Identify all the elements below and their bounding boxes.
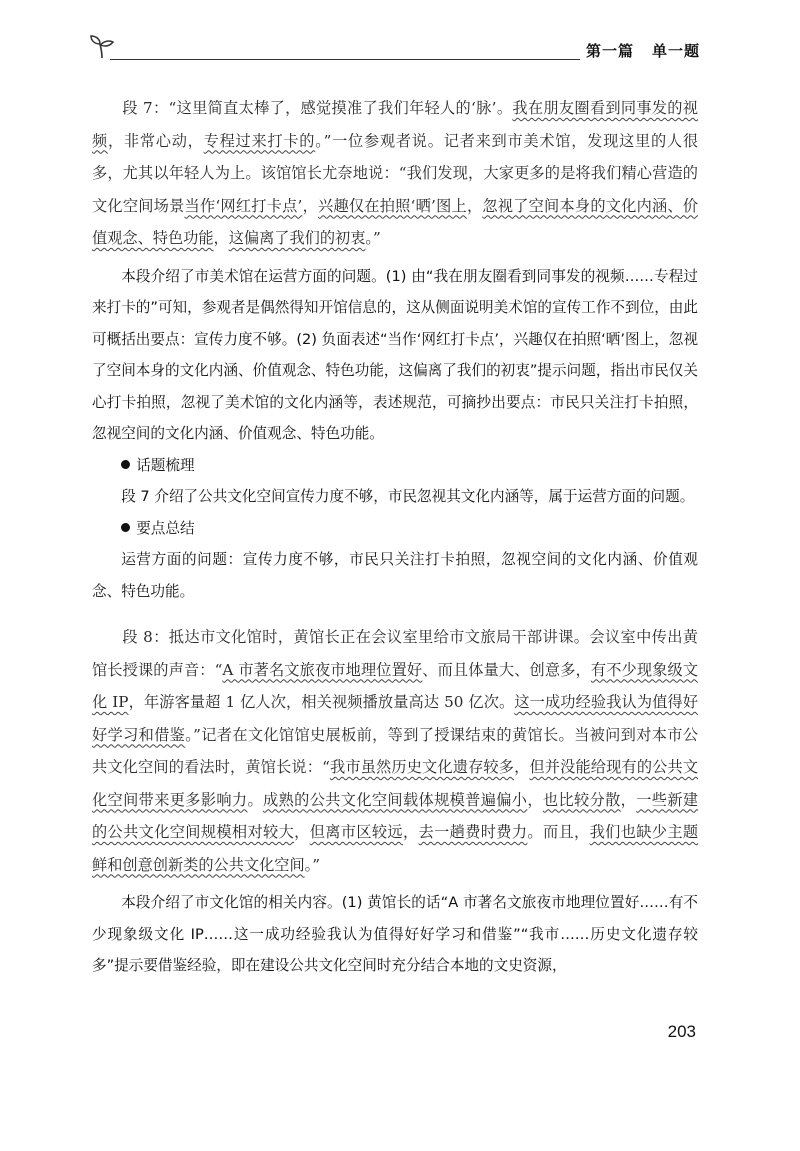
p8-text-12: 。” [304,855,320,874]
p7-text-7: 。” [365,229,381,247]
running-header [88,28,700,68]
p8-text-5: ， [514,758,530,776]
p8-text-8: ， [620,790,637,809]
bullet-icon [121,523,130,532]
p8-text-10: ， [402,823,419,841]
summary-heading-label: 要点总结 [136,519,195,537]
header-title [586,40,700,61]
p8-text-6: 。 [247,790,264,809]
p7-underline-2: 专程过来打卡的 [203,131,316,150]
p8-underline-3: 这一成功经验我认为值得好好学习和借鉴 [92,693,699,744]
p8-underline-4: 我市虽然历史文化遗存较多 [329,758,515,776]
p8-underline-1: A 市著名文旅夜市地理位置好 [222,660,423,679]
p8-underline-6: 成熟的公共文化空间载体规模普遍偏小 [263,790,528,809]
p7-text-2: ，非常心动， [107,131,204,150]
header-rule [110,59,580,60]
summary-text: 运营方面的问题：宣传力度不够，市民只关注打卡拍照，忽视空间的文化内涵、价值观念、特色功能。 [92,551,698,600]
bullet-icon [121,460,130,469]
p7-underline-4: 兴趣仅在拍照‘晒’图上 [318,196,467,215]
p7-underline-6: 这偏离了我们的初衷 [228,229,366,247]
p8-underline-9: 但离市区较远 [309,823,403,841]
paragraph-8 [92,621,698,881]
p8-text-7: ， [527,790,543,809]
p7-text-5: ， [466,196,483,215]
p8-underline-8: 一些新建的公共文化空间规模相对较大 [92,790,699,841]
topic-text: 段 7 介绍了公共文化空间宣传力度不够，市民忽视其文化内涵等，属于运营方面的问题。 [121,488,695,505]
p8-text-3: ，年游客量超 1 亿人次，相关视频播放量高达 50 亿次。 [128,693,515,711]
p8-text-1: 段 8：抵达市文化馆时，黄馆长正在会议室里给市文旅局干部讲课。会议室中传出黄馆长授课的声音：“ [92,628,698,679]
p8-underline-10: 去一趟费时费力 [418,823,528,841]
p8-underline-11: 我们也缺少主题鲜和创意创新类的公共文化空间 [92,823,699,874]
sprout-icon [88,32,116,60]
p8-text-2: 、而且体量大、创意多， [422,660,591,679]
p8-underline-2: 有不少现象级文化 IP [92,660,699,711]
paragraph-7 [92,92,698,255]
p7-text-6: ， [213,229,229,247]
header-chapter: 单一题 [651,42,700,60]
p8-underline-5: 但并没能给现有的公共文化空间带来更多影响力 [92,758,699,809]
p8-text-4: 。”记者在文化馆馆史展板前，等到了授课结束的黄馆长。当被问到对本市公共文化空间的看法时，黄馆长说：“ [92,725,699,776]
summary-heading [92,513,698,545]
p7-text-1: 段 7：“这里简直太棒了，感觉摸准了我们年轻人的‘脉’。 [122,99,513,117]
page-number: 203 [667,1022,696,1041]
p7-text-3: 。”一位参观者说。记者来到市美术馆，发现这里的人很多，尤其以年轻人为上。该馆馆长尤奈地说：“我们发现，大家更多的是将我们精心营造的文化空间场景 [92,131,699,215]
p8-underline-7: 也比较分散 [542,790,621,809]
p7-underline-3: 当作‘网红打卡点’ [184,196,303,215]
topic-heading-label: 话题梳理 [136,456,195,474]
p8-text-9: ， [294,823,310,841]
topic-heading [92,450,698,482]
p8-text-11: 。而且， [527,823,590,841]
analysis-paragraph-8: 本段介绍了市文化馆的相关内容。(1) 黄馆长的话“A 市著名文旅夜市地理位置好……有不少现象级文化 IP……这一成功经验我认为值得好好学习和借鉴”“我市……历史文化遗存较多”提示要借鉴经验，即在建设公共文化空间时充分结合本地的文史资源， [92,894,698,974]
header-section: 第一篇 [585,42,634,60]
analysis-paragraph-7: 本段介绍了市美术馆在运营方面的问题。(1) 由“我在朋友圈看到同事发的视频……专程过来打卡的”可知，参观者是偶然得知开馆信息的，这从侧面说明美术馆的宣传工作不到位，由此可概括出要点：宣传力度不够。(2) 负面表述“当作‘网红打卡点’，兴趣仅在拍照‘晒’图上，忽视了空间本身的文化内涵、价值观念、特色功能，这偏离了我们的初衷”提示问题，指出市民仅关心打卡拍照，忽视了美术馆的文化内涵等，表述规范，可摘抄出要点：市民只关注打卡拍照，忽视空间的文化内涵、价值观念、特色功能。 [92,267,698,442]
page-content [92,92,698,982]
p7-text-4: ， [302,196,319,215]
p7-underline-1: 我在朋友圈看到同事发的视频 [92,99,698,150]
p7-underline-5: 忽视了空间本身的文化内涵、价值观念、特色功能 [92,196,699,247]
